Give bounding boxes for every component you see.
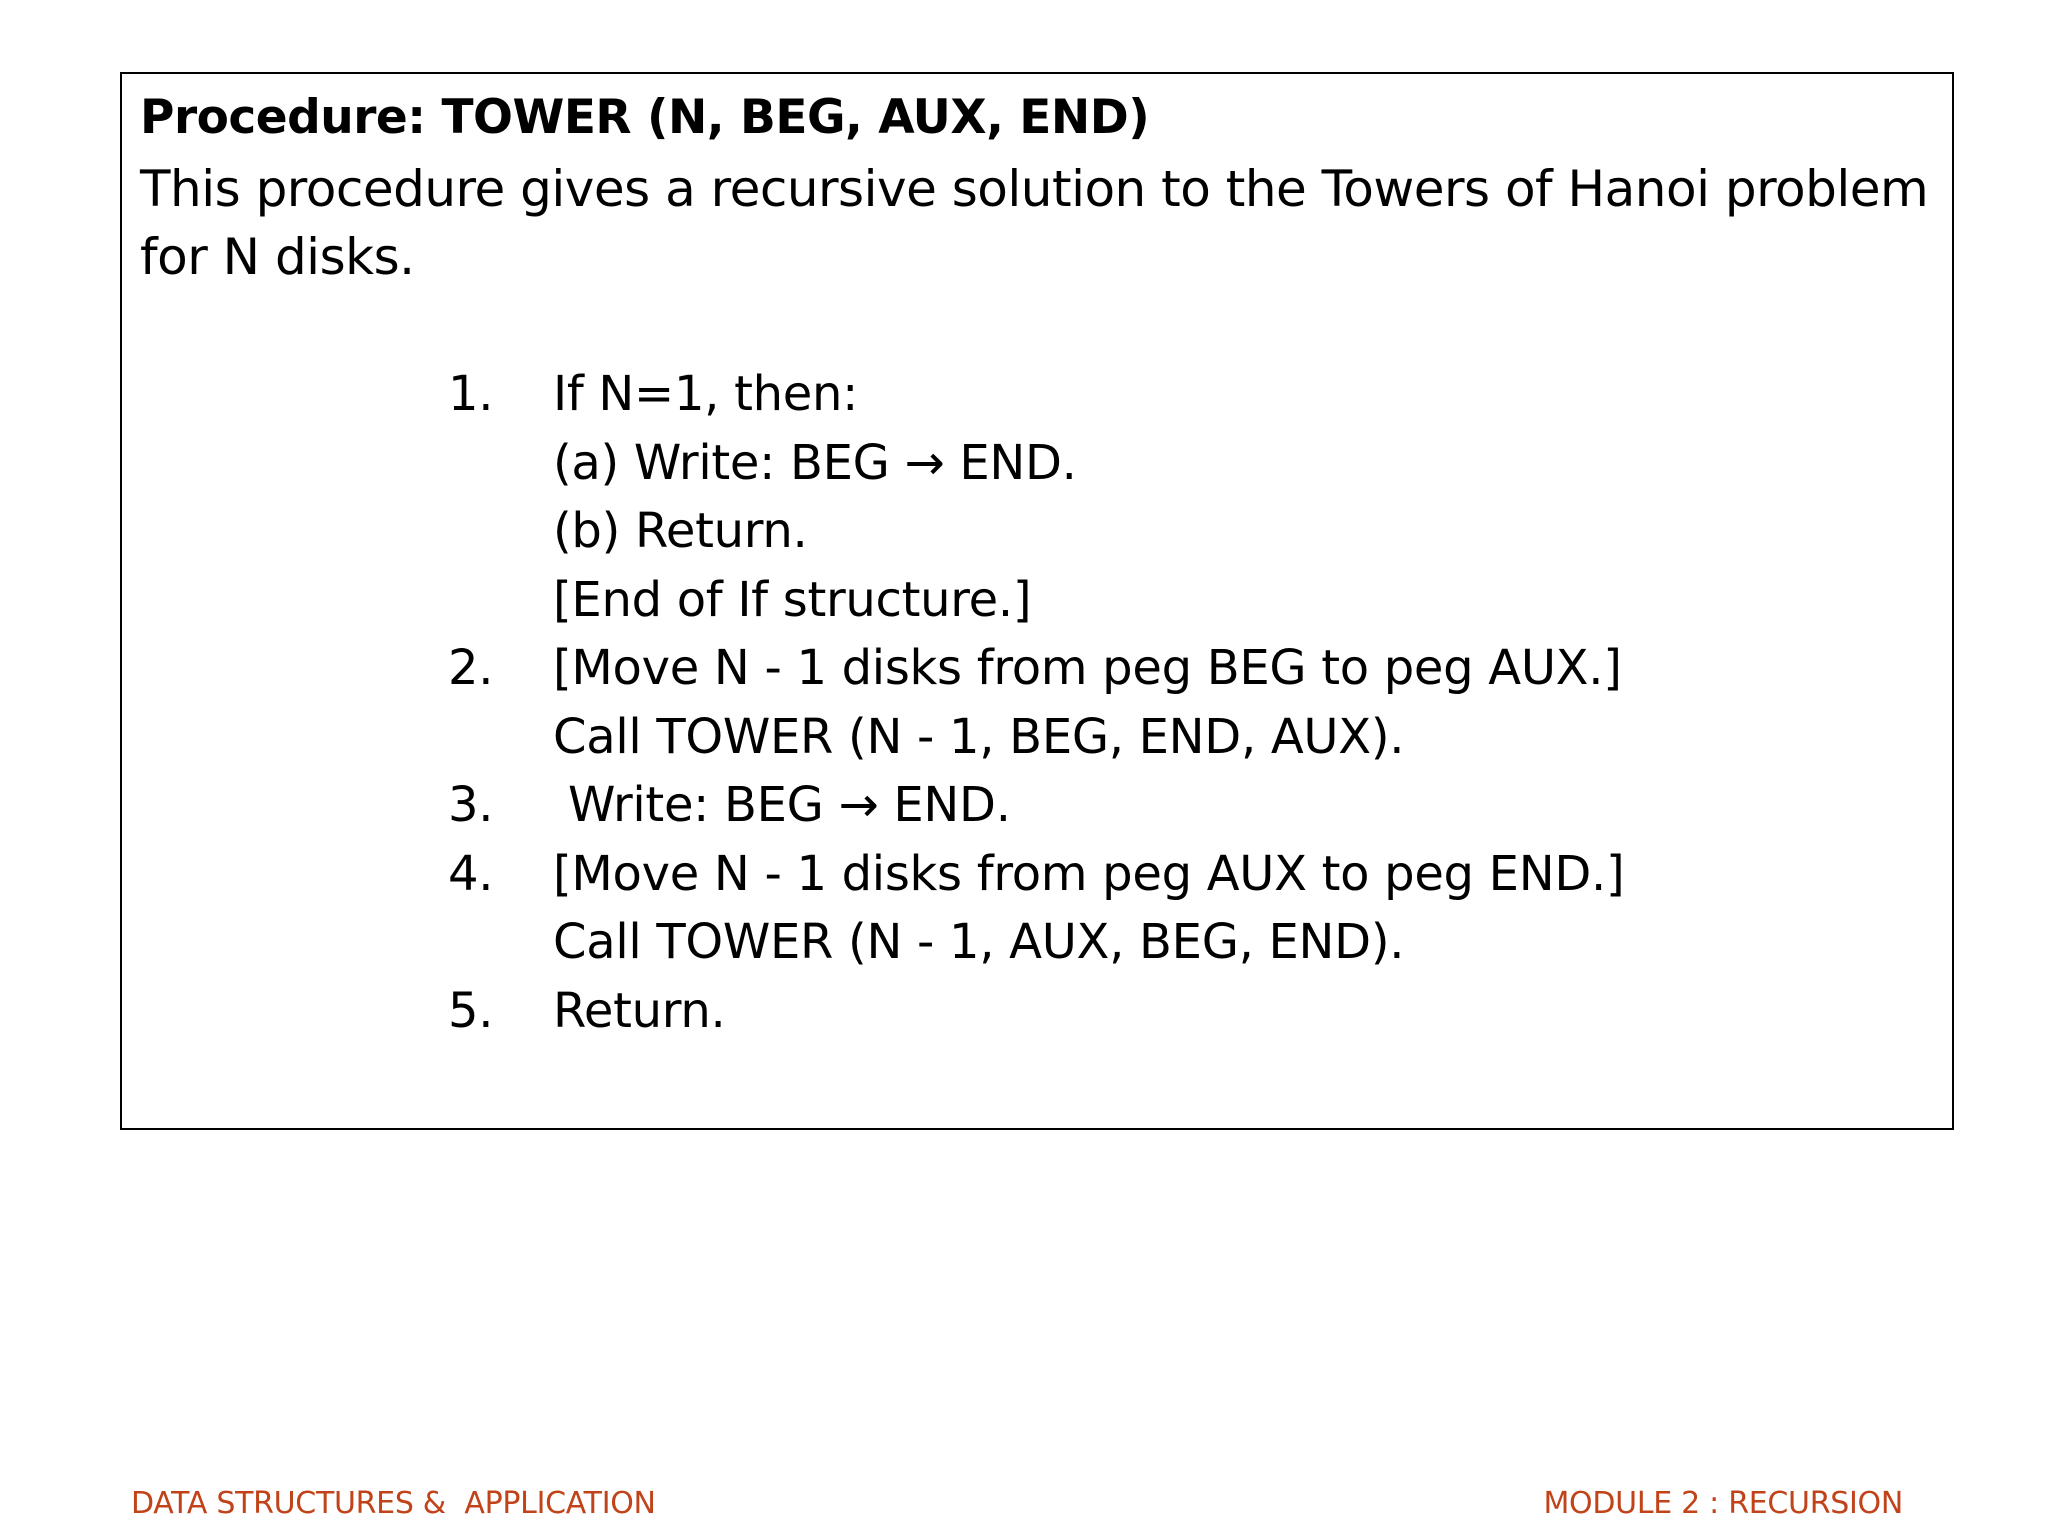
procedure-title: Procedure: TOWER (N, BEG, AUX, END) [140, 90, 1150, 145]
procedure-description: This procedure gives a recursive solution to the Towers of Hanoi problem for N disks. [140, 160, 1929, 286]
step-text: (b) Return. [553, 503, 808, 559]
step-number: 4. [448, 845, 494, 902]
step-text: [End of If structure.] [553, 571, 1032, 628]
step-text: (a) Write: BEG → END. [553, 434, 1077, 491]
step-text: [Move N - 1 disks from peg BEG to peg AUX.] [553, 640, 1622, 696]
step-number: 5. [448, 982, 494, 1039]
step-number: 3. [448, 777, 494, 833]
step-text: [Move N - 1 disks from peg AUX to peg END.] [553, 845, 1625, 902]
footer-course-title: DATA STRUCTURES & APPLICATION [131, 1486, 656, 1521]
step-text: If N=1, then: [553, 366, 858, 422]
step-text: Call TOWER (N - 1, BEG, END, AUX). [553, 708, 1405, 765]
step-number: 2. [448, 640, 494, 696]
footer-module-title: MODULE 2 : RECURSION [1543, 1486, 1903, 1521]
step-text: Call TOWER (N - 1, AUX, BEG, END). [553, 914, 1405, 970]
step-text: Return. [553, 982, 726, 1039]
step-number: 1. [448, 366, 494, 422]
step-text: Write: BEG → END. [553, 777, 1011, 833]
